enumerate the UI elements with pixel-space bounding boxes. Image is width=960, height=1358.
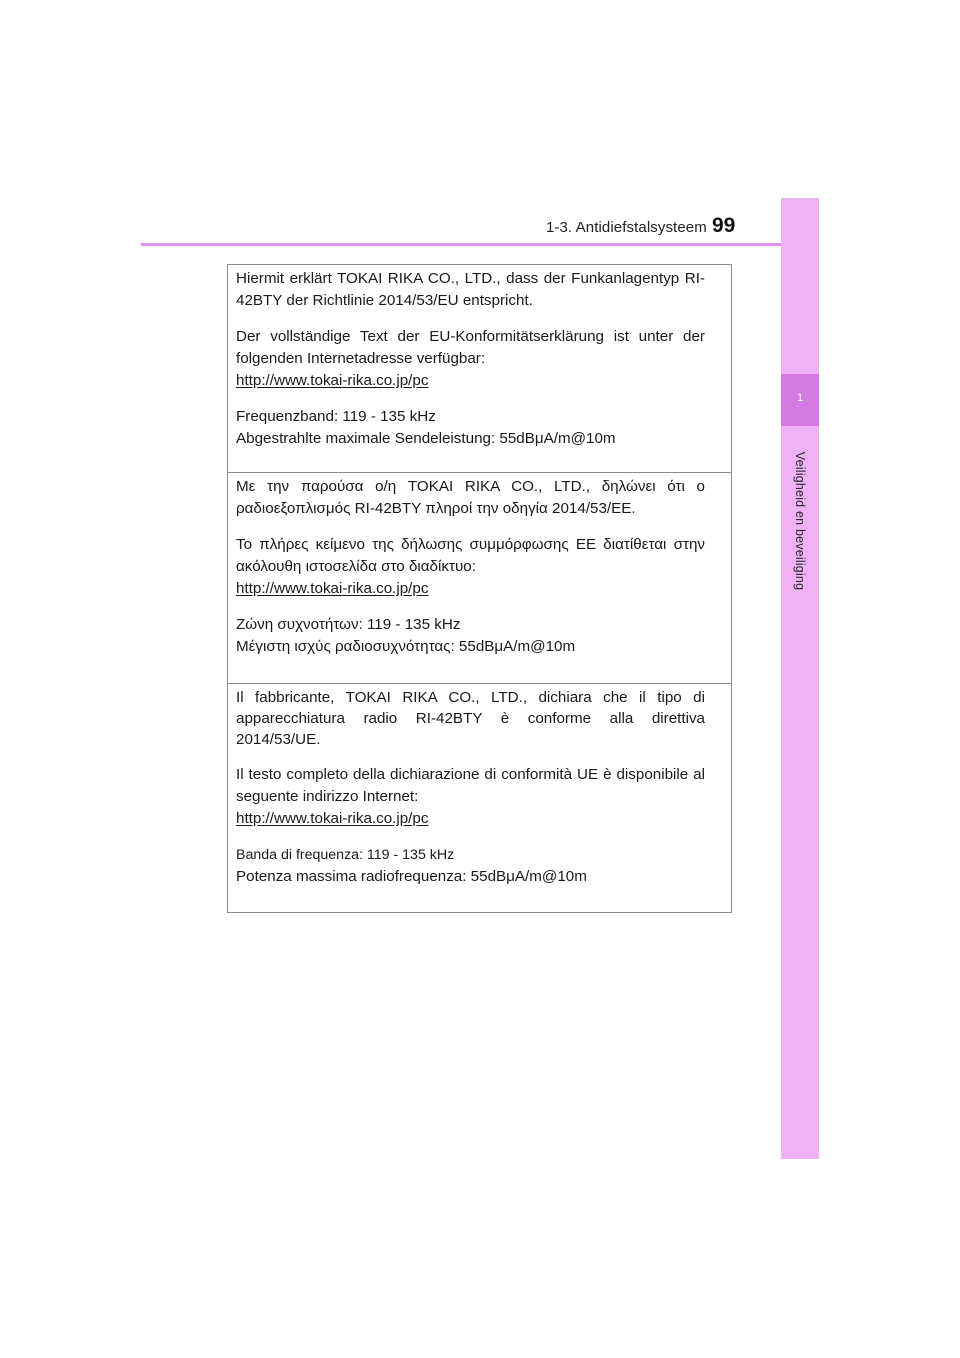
german-declaration-text: Hiermit erklärt TOKAI RIKA CO., LTD., dass der Funkanlagentyp RI-42BTY der Richtlinie 2014/53/EU entspricht. (236, 270, 705, 309)
section-title: 1-3. Antidiefstalsysteem (546, 219, 707, 236)
german-fulltext-notice: Der vollständige Text der EU-Konformitätserklärung ist unter der folgenden Internetadresse verfügbar: (236, 328, 705, 367)
conformity-declaration-box (227, 264, 732, 913)
german-declaration-section (228, 265, 731, 472)
german-frequency: Frequenzband: 119 - 135 kHz (236, 408, 436, 425)
italian-frequency: Banda di frequenza: 119 - 135 kHz (236, 847, 455, 863)
greek-max-power: Μέγιστη ισχύς ραδιοσυχνότητας: 55dBμA/m@10m (236, 638, 576, 655)
chapter-title: Veiligheid en beveiliging (793, 451, 807, 591)
italian-fulltext-notice: Il testo completo della dichiarazione di conformità UE è disponibile al seguente indirizzo Internet: (236, 766, 705, 805)
italian-fulltext-block (236, 764, 705, 830)
german-declaration-link[interactable]: http://www.tokai-rika.co.jp/pc (236, 372, 429, 389)
italian-declaration-section (228, 683, 731, 912)
chapter-number: 1 (796, 392, 804, 404)
chapter-side-tab (781, 198, 819, 1159)
german-max-power: Abgestrahlte maximale Sendeleistung: 55dBμA/m@10m (236, 430, 616, 447)
italian-declaration-link[interactable]: http://www.tokai-rika.co.jp/pc (236, 810, 429, 827)
italian-declaration-text: Il fabbricante, TOKAI RIKA CO., LTD., dichiara che il tipo di apparecchiatura radio RI-42BTY è conforme alla direttiva 2014/53/UE. (236, 689, 705, 748)
greek-declaration-section (228, 472, 731, 683)
greek-fulltext-block (236, 534, 705, 600)
greek-declaration-text: Με την παρούσα ο/η TOKAI RIKA CO., LTD., δηλώνει ότι ο ραδιοεξοπλισμός RI-42BTY πληροί την οδηγία 2014/53/ΕΕ. (236, 478, 705, 517)
italian-spec-block (236, 844, 705, 888)
greek-fulltext-notice: Το πλήρες κείμενο της δήλωσης συμμόρφωσης ΕΕ διατίθεται στην ακόλουθη ιστοσελίδα στο διαδίκτυο: (236, 536, 705, 575)
greek-frequency: Ζώνη συχνοτήτων: 119 - 135 kHz (236, 616, 461, 633)
german-fulltext-block (236, 326, 705, 392)
greek-spec-block (236, 614, 705, 658)
header-divider (141, 243, 819, 246)
italian-max-power: Potenza massima radiofrequenza: 55dBμA/m@10m (236, 868, 587, 885)
greek-declaration-link[interactable]: http://www.tokai-rika.co.jp/pc (236, 580, 429, 597)
german-spec-block (236, 406, 705, 450)
page-number: 99 (712, 214, 736, 237)
